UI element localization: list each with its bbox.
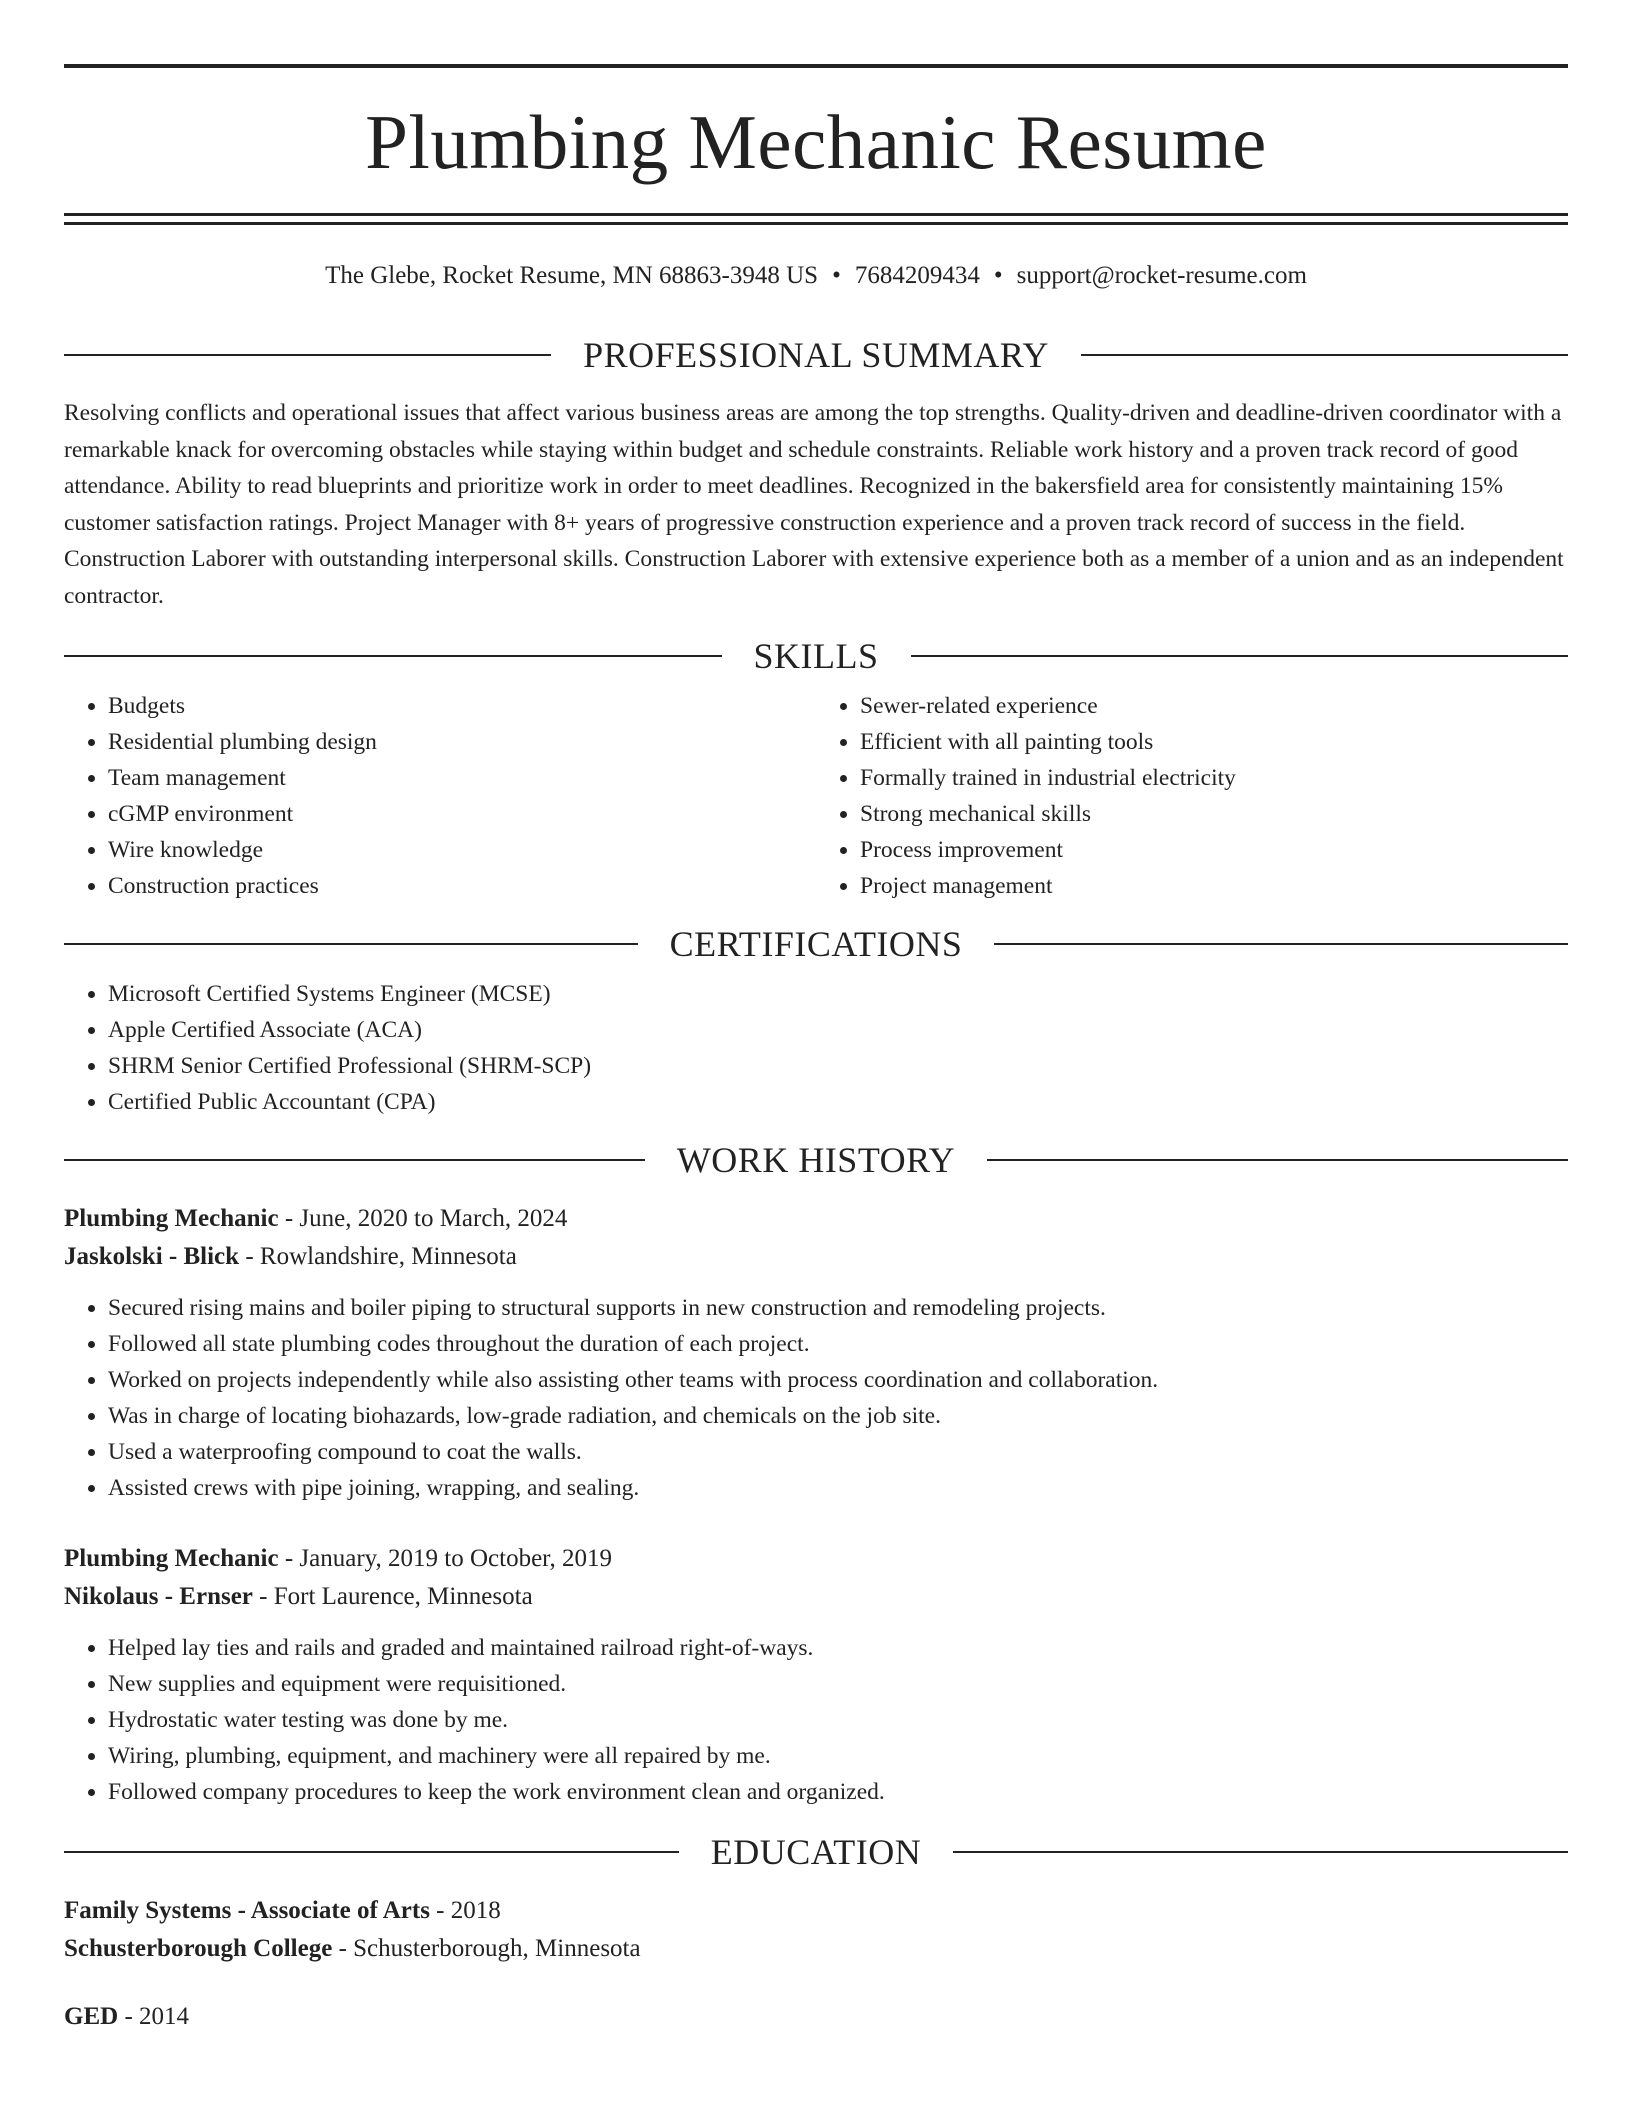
job-bullet: • Helped lay ties and rails and graded and maintained railroad right-of-ways.	[108, 1630, 1568, 1666]
contact-phone: 7684209434	[854, 262, 980, 289]
section-rule	[1081, 354, 1568, 356]
job-bullets	[64, 1630, 1568, 1810]
job-company: Nikolaus - Ernser	[64, 1583, 253, 1610]
section-header-education	[64, 1834, 1568, 1870]
skill-item: • Formally trained in industrial electricity	[860, 760, 1568, 796]
section-title-work-history: WORK HISTORY	[676, 1140, 956, 1180]
section-rule	[64, 1159, 645, 1161]
education-degree-line	[64, 1892, 1568, 1930]
certification-item: • Certified Public Accountant (CPA)	[108, 1084, 1568, 1120]
section-rule	[911, 655, 1569, 657]
education-location: - Schusterborough, Minnesota	[332, 1935, 641, 1962]
job-entry	[64, 1540, 1568, 1810]
section-header-work-history	[64, 1142, 1568, 1178]
education-school-line	[64, 1930, 1568, 1968]
education-year: - 2018	[429, 1897, 501, 1924]
section-rule	[987, 1159, 1568, 1161]
skill-item: • Team management	[108, 760, 816, 796]
section-title-summary: PROFESSIONAL SUMMARY	[583, 335, 1049, 375]
job-company-line	[64, 1238, 1568, 1276]
education-degree: GED	[64, 2003, 119, 2030]
certification-item: • Apple Certified Associate (ACA)	[108, 1012, 1568, 1048]
section-title-certifications: CERTIFICATIONS	[669, 924, 963, 964]
job-location: - Fort Laurence, Minnesota	[252, 1583, 533, 1610]
job-company-line	[64, 1578, 1568, 1616]
title-double-rule	[64, 213, 1568, 225]
page-title: Plumbing Mechanic Resume	[365, 99, 1267, 185]
skill-item: • Wire knowledge	[108, 832, 816, 868]
top-rule	[64, 64, 1568, 68]
certification-item: • Microsoft Certified Systems Engineer (MCSE)	[108, 976, 1568, 1012]
job-bullets	[64, 1290, 1568, 1506]
certification-item: • SHRM Senior Certified Professional (SHRM-SCP)	[108, 1048, 1568, 1084]
contact-email: support@rocket-resume.com	[1016, 262, 1307, 289]
job-location: - Rowlandshire, Minnesota	[239, 1243, 517, 1270]
section-title-skills: SKILLS	[753, 636, 879, 676]
section-rule	[953, 1851, 1568, 1853]
skill-item: • Construction practices	[108, 868, 816, 904]
job-bullet: • Wiring, plumbing, equipment, and machinery were all repaired by me.	[108, 1738, 1568, 1774]
section-title-education: EDUCATION	[710, 1832, 922, 1872]
job-title: Plumbing Mechanic	[64, 1205, 279, 1232]
summary-text: Resolving conflicts and operational issues that affect various business areas are among the top strengths. Quality-driven and deadline-driven coordinator with a remarkable knack for overcoming obstacles while staying within budget and schedule constraints. Reliable work history and a proven track record of good attendance. Ability to read blueprints and prioritize work in order to meet deadlines. Recognized in the bakersfield area for consistently maintaining 15% customer satisfaction ratings. Project Manager with 8+ years of progressive construction experience and a proven track record of success in the field. Construction Laborer with outstanding interpersonal skills. Construction Laborer with extensive experience both as a member of a union and as an independent contractor.	[64, 400, 1564, 609]
contact-line	[64, 261, 1568, 291]
section-rule	[64, 655, 722, 657]
job-title-line	[64, 1540, 1568, 1578]
skill-item: • cGMP environment	[108, 796, 816, 832]
section-rule	[64, 943, 638, 945]
job-dates: - January, 2019 to October, 2019	[278, 1545, 613, 1572]
section-rule	[994, 943, 1568, 945]
section-header-summary	[64, 337, 1568, 373]
contact-separator: •	[832, 262, 841, 289]
skill-item: • Efficient with all painting tools	[860, 724, 1568, 760]
job-bullet: • New supplies and equipment were requisitioned.	[108, 1666, 1568, 1702]
contact-address: The Glebe, Rocket Resume, MN 68863-3948 US	[325, 262, 819, 289]
education-degree-line	[64, 1998, 1568, 2036]
job-bullet: • Used a waterproofing compound to coat the walls.	[108, 1434, 1568, 1470]
education-degree: Family Systems - Associate of Arts	[64, 1897, 430, 1924]
skill-item: • Strong mechanical skills	[860, 796, 1568, 832]
skills-list	[64, 688, 1568, 904]
job-bullet: • Secured rising mains and boiler piping to structural supports in new construction and remodeling projects.	[108, 1290, 1568, 1326]
job-entry	[64, 1200, 1568, 1506]
skill-item: • Budgets	[108, 688, 816, 724]
certifications-list	[64, 976, 1568, 1120]
section-header-skills	[64, 638, 1568, 674]
job-bullet: • Worked on projects independently while also assisting other teams with process coordination and collaboration.	[108, 1362, 1568, 1398]
contact-separator: •	[993, 262, 1003, 289]
skill-item: • Residential plumbing design	[108, 724, 816, 760]
job-bullet: • Hydrostatic water testing was done by me.	[108, 1702, 1568, 1738]
job-bullet: • Followed all state plumbing codes throughout the duration of each project.	[108, 1326, 1568, 1362]
education-entry	[64, 1998, 1568, 2036]
job-title-line	[64, 1200, 1568, 1238]
education-year: - 2014	[118, 2003, 190, 2030]
section-rule	[64, 354, 551, 356]
job-title: Plumbing Mechanic	[64, 1545, 279, 1572]
section-rule	[64, 1851, 679, 1853]
skills-column-left	[64, 688, 816, 904]
section-header-certifications	[64, 926, 1568, 962]
skills-column-right	[816, 688, 1568, 904]
skill-item: • Project management	[860, 868, 1568, 904]
job-bullet: • Followed company procedures to keep the work environment clean and organized.	[108, 1774, 1568, 1810]
job-company: Jaskolski - Blick	[64, 1243, 240, 1270]
skill-item: • Sewer-related experience	[860, 688, 1568, 724]
education-entry	[64, 1892, 1568, 1968]
education-school: Schusterborough College	[64, 1935, 333, 1962]
job-bullet: • Assisted crews with pipe joining, wrapping, and sealing.	[108, 1470, 1568, 1506]
job-dates: - June, 2020 to March, 2024	[278, 1205, 568, 1232]
skill-item: • Process improvement	[860, 832, 1568, 868]
job-bullet: • Was in charge of locating biohazards, low-grade radiation, and chemicals on the job site.	[108, 1398, 1568, 1434]
